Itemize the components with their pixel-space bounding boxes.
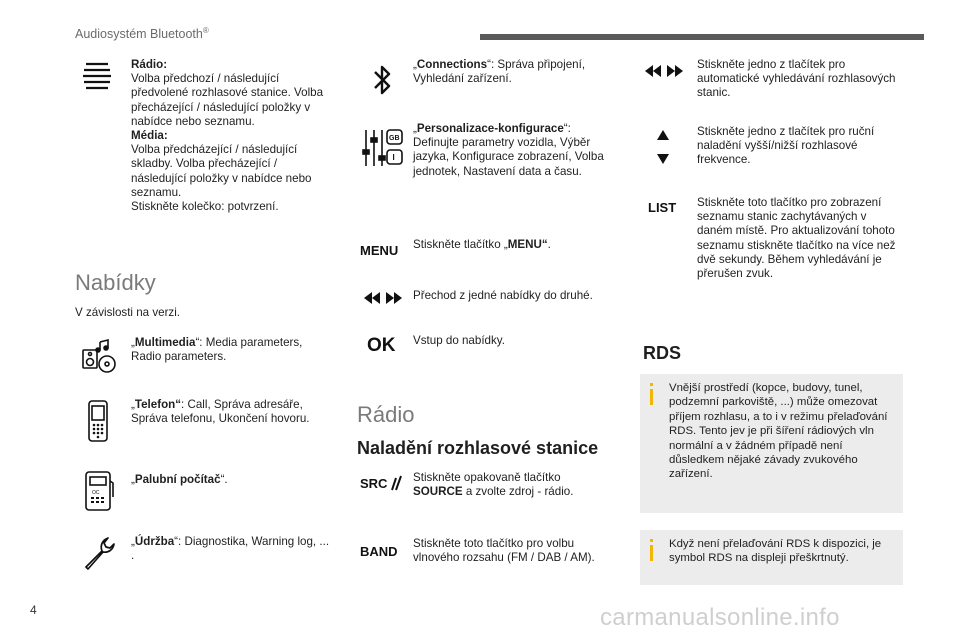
menu-item-telefon: „Telefon“: Call, Správa adresáře, Správa telefonu, Ukončení hovoru. bbox=[131, 398, 310, 426]
ok-button-label: OK bbox=[367, 335, 396, 356]
page-number: 4 bbox=[30, 603, 37, 617]
ok-button-description: Vstup do nabídky. bbox=[413, 334, 505, 347]
svg-text:GB: GB bbox=[389, 135, 400, 142]
header-bar bbox=[480, 34, 924, 40]
source-button-description: Stiskněte opakovaně tlačítko SOURCE a zvolte zdroj - rádio. bbox=[413, 471, 574, 499]
list-lines-icon bbox=[82, 60, 112, 90]
menu-button-description: Stiskněte tlačítko „MENU“. bbox=[413, 238, 551, 251]
info-icon bbox=[650, 383, 653, 386]
menu-item-connections: „Connections“: Správa připojení, Vyhledání zařízení. bbox=[413, 58, 586, 86]
running-header: Audiosystém Bluetooth® bbox=[75, 26, 209, 42]
seek-double-arrows-icon bbox=[643, 63, 685, 79]
list-button-description: Stiskněte toto tlačítko pro zobrazení seznamu stanic zachytávaných v daném místě. Pro aktualizování tohoto seznamu stiskněte tlačítko na více než dvě sekundy. Během vyhledávání je přerušen zvuk. bbox=[697, 196, 896, 281]
up-down-arrows-icon bbox=[655, 128, 671, 166]
trip-computer-icon bbox=[84, 471, 114, 511]
double-arrows-icon bbox=[362, 290, 404, 306]
menu-item-multimedia: „Multimedia“: Media parameters, Radio parameters. bbox=[131, 336, 303, 364]
multimedia-icon bbox=[80, 338, 118, 374]
rds-note-unavailable-text: Když není přelaďování RDS k dispozici, je symbol RDS na displeji přeškrtnutý. bbox=[669, 538, 882, 565]
band-button-label: BAND bbox=[360, 544, 398, 559]
radio-media-description: Rádio: Volba předchozí / následující předvolené rozhlasové stanice. Volba přecházející / následující položky v nabídce nebo seznamu. Média: Volba předcházející / následující skladby. Volba přecházející / následující položky v nabídce nebo seznamu. Stiskněte kolečko: potvrzení. bbox=[131, 58, 324, 214]
rds-heading: RDS bbox=[643, 343, 682, 363]
svg-text:I: I bbox=[392, 153, 395, 162]
svg-text:OC: OC bbox=[92, 490, 100, 496]
auto-seek-description: Stiskněte jedno z tlačítek pro automatické vyhledávání rozhlasových stanic. bbox=[697, 58, 896, 100]
bluetooth-icon bbox=[370, 62, 394, 98]
menu-item-palubni-pocitac: „Palubní počítač“. bbox=[131, 473, 228, 486]
band-button-description: Stiskněte toto tlačítko pro volbu vlnového rozsahu (FM / DAB / AM). bbox=[413, 537, 595, 565]
menu-button-label: MENU bbox=[360, 243, 399, 258]
src-tel-icon bbox=[360, 474, 404, 492]
menu-navigation-description: Přechod z jedné nabídky do druhé. bbox=[413, 289, 593, 302]
menu-item-personalizace: „Personalizace-konfigurace“: Definujte parametry vozidla, Výběr jazyka, Konfigurace zobrazení, Volba jednotek, Nastavení data a času. bbox=[413, 122, 604, 178]
phone-icon bbox=[86, 400, 110, 442]
wrench-icon bbox=[82, 534, 118, 570]
watermark: carmanualsonline.info bbox=[600, 604, 840, 631]
radio-heading: Rádio bbox=[357, 402, 415, 427]
menus-intro: V závislosti na verzi. bbox=[75, 306, 181, 319]
list-button-label: LIST bbox=[648, 200, 677, 215]
svg-text:SRC: SRC bbox=[360, 476, 388, 491]
settings-sliders-icon bbox=[362, 128, 404, 168]
rds-note-reception bbox=[640, 374, 903, 513]
menus-heading: Nabídky bbox=[75, 270, 156, 295]
rds-note-unavailable bbox=[640, 530, 903, 585]
note-accent-bar bbox=[650, 545, 653, 561]
note-accent-bar bbox=[650, 389, 653, 405]
rds-note-reception-text: Vnější prostředí (kopce, budovy, tunel, podzemní parkoviště, ...) může omezovat příjem rozhlasu, a to i v režimu přelaďování RDS. Tento jev je při šíření rádiových vln normální a v žádném případě není důsledkem nějaké závady zvukového zařízení. bbox=[669, 382, 888, 481]
tuning-heading: Naladění rozhlasové stanice bbox=[357, 438, 599, 458]
menu-item-udrzba: „Údržba“: Diagnostika, Warning log, ... . bbox=[131, 535, 330, 563]
info-icon bbox=[650, 539, 653, 542]
manual-tune-description: Stiskněte jedno z tlačítek pro ruční naladění vyšší/nižší rozhlasové frekvence. bbox=[697, 125, 875, 167]
